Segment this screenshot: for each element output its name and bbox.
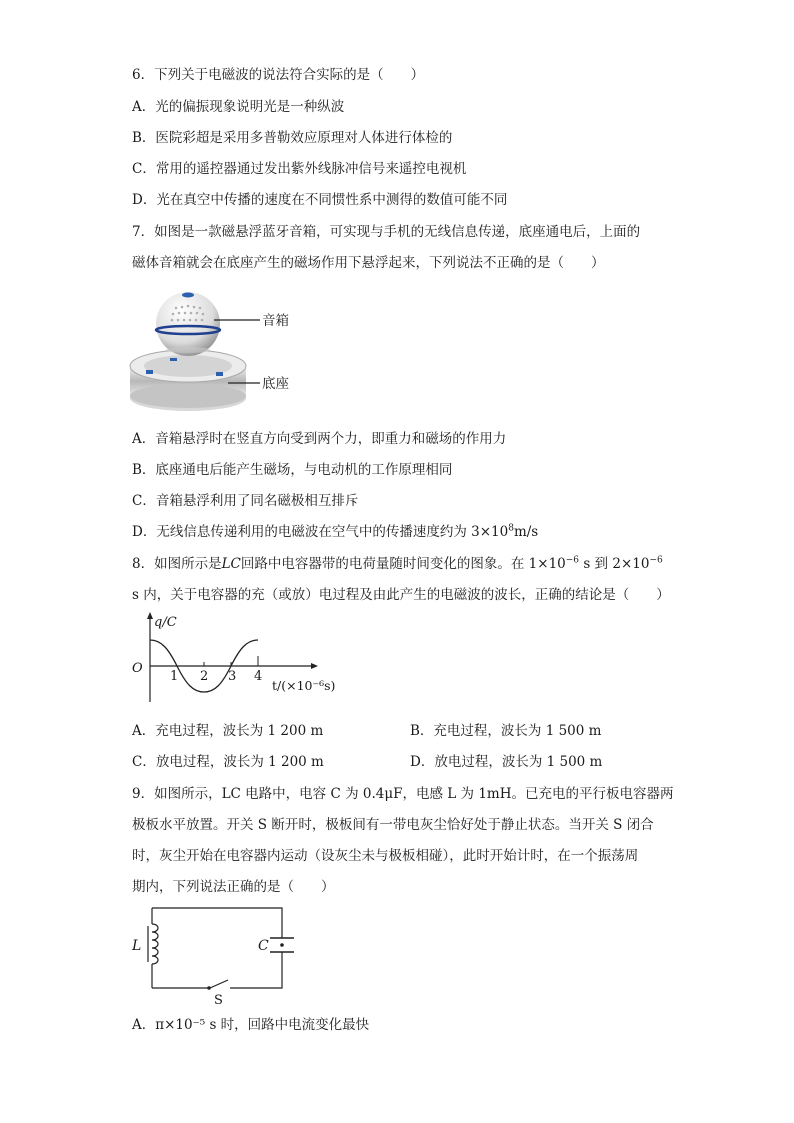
q9-circuit [128,902,308,1006]
switch-label: S [214,993,223,1006]
base-light-1 [146,370,153,374]
q8-option-b: B．充电过程，波长为 1 500 m [410,723,602,739]
x-axis-arrow [311,663,318,669]
maglev-speaker-illustration [128,286,328,416]
y-axis-label: q/C [154,615,177,630]
q7-option-a: A．音箱悬浮时在竖直方向受到两个力，即重力和磁场的作用力 [132,431,507,447]
base-light-2 [216,372,223,376]
q6-option-b: B．医院彩超是采用多普勒效应原理对人体进行体检的 [132,130,453,146]
q7-option-c: C．音箱悬浮利用了同名磁极相互排斥 [132,493,359,509]
q9-stem-line2: 极板水平放置。开关 S 断开时，极板间有一带电灰尘恰好处于静止状态。当开关 S 闭合 [132,817,654,833]
y-axis-arrow [147,612,153,619]
q8-option-d: D．放电过程，波长为 1 500 m [410,754,603,770]
tick-label-4: 4 [254,669,263,684]
switch-pivot [207,986,211,990]
q9-stem-line4: 期内，下列说法正确的是（ ） [132,879,335,895]
tick-label-2: 2 [200,669,209,684]
dust-particle [280,943,284,947]
q9-stem-line1: 9．如图所示，LC 电路中，电容 C 为 0.4μF，电感 L 为 1mH。已充电的平行板电容器两 [132,786,674,802]
tick-label-3: 3 [228,669,237,684]
charge-time-graph [128,610,348,706]
speaker-top-light [182,293,194,298]
q8-stem-line1: 8．如图所示是LC回路中电容器带的电荷量随时间变化的图象。在 $1\times 10^{-6}$ s 到 $2\times 10^{-6}$ [132,555,663,572]
capacitor-label: C [258,938,269,954]
q7-option-b: B．底座通电后能产生磁场，与电动机的工作原理相同 [132,462,453,478]
q7-stem-line1: 7．如图是一款磁悬浮蓝牙音箱，可实现与手机的无线信息传递，底座通电后，上面的 [132,224,641,240]
q6-option-d: D．光在真空中传播的速度在不同惯性系中测得的数值可能不同 [132,192,508,208]
q7-option-d: D．无线信息传递利用的电磁波在空气中的传播速度约为 $3\times 10^8m/s$ [132,523,539,540]
base-label: 底座 [262,376,289,392]
levitation-gap [166,347,210,353]
switch-lever [210,980,228,988]
q6-option-c: C．常用的遥控器通过发出紫外线脉冲信号来遥控电视机 [132,161,467,177]
speaker-label: 音箱 [262,313,289,329]
wire-top [152,908,282,938]
tick-label-1: 1 [170,669,179,684]
inductor-coil [152,924,158,964]
q7-stem-line2: 磁体音箱就会在底座产生的磁场作用下悬浮起来，下列说法不正确的是（ ） [132,255,605,271]
q6-option-a: A．光的偏振现象说明光是一种纵波 [132,99,345,115]
q9-stem-line3: 时，灰尘开始在电容器内运动（设灰尘未与极板相碰），此时开始计时，在一个振荡周 [132,848,639,864]
q9-option-a: A．π×10⁻⁵ s 时，回路中电流变化最快 [132,1017,370,1033]
wire-right-bottom [230,952,282,988]
inductor-label: L [132,938,142,954]
lc-circuit-diagram [128,902,308,1006]
base-bottom [130,384,246,408]
q7-figure [128,286,328,416]
q6-stem: 6．下列关于电磁波的说法符合实际的是（ ） [132,67,425,83]
q8-option-c: C．放电过程，波长为 1 200 m [132,754,324,770]
q8-graph [128,610,348,706]
x-axis-label: t/(×10⁻⁶s) [272,678,336,693]
base-light-3 [170,358,177,361]
q8-stem-line2: s 内，关于电容器的充（或放）电过程及由此产生的电磁波的波长，正确的结论是（ ） [132,587,670,603]
q8-option-a: A．充电过程，波长为 1 200 m [132,723,324,739]
speaker-ball [156,292,220,356]
origin-label: O [132,661,143,676]
